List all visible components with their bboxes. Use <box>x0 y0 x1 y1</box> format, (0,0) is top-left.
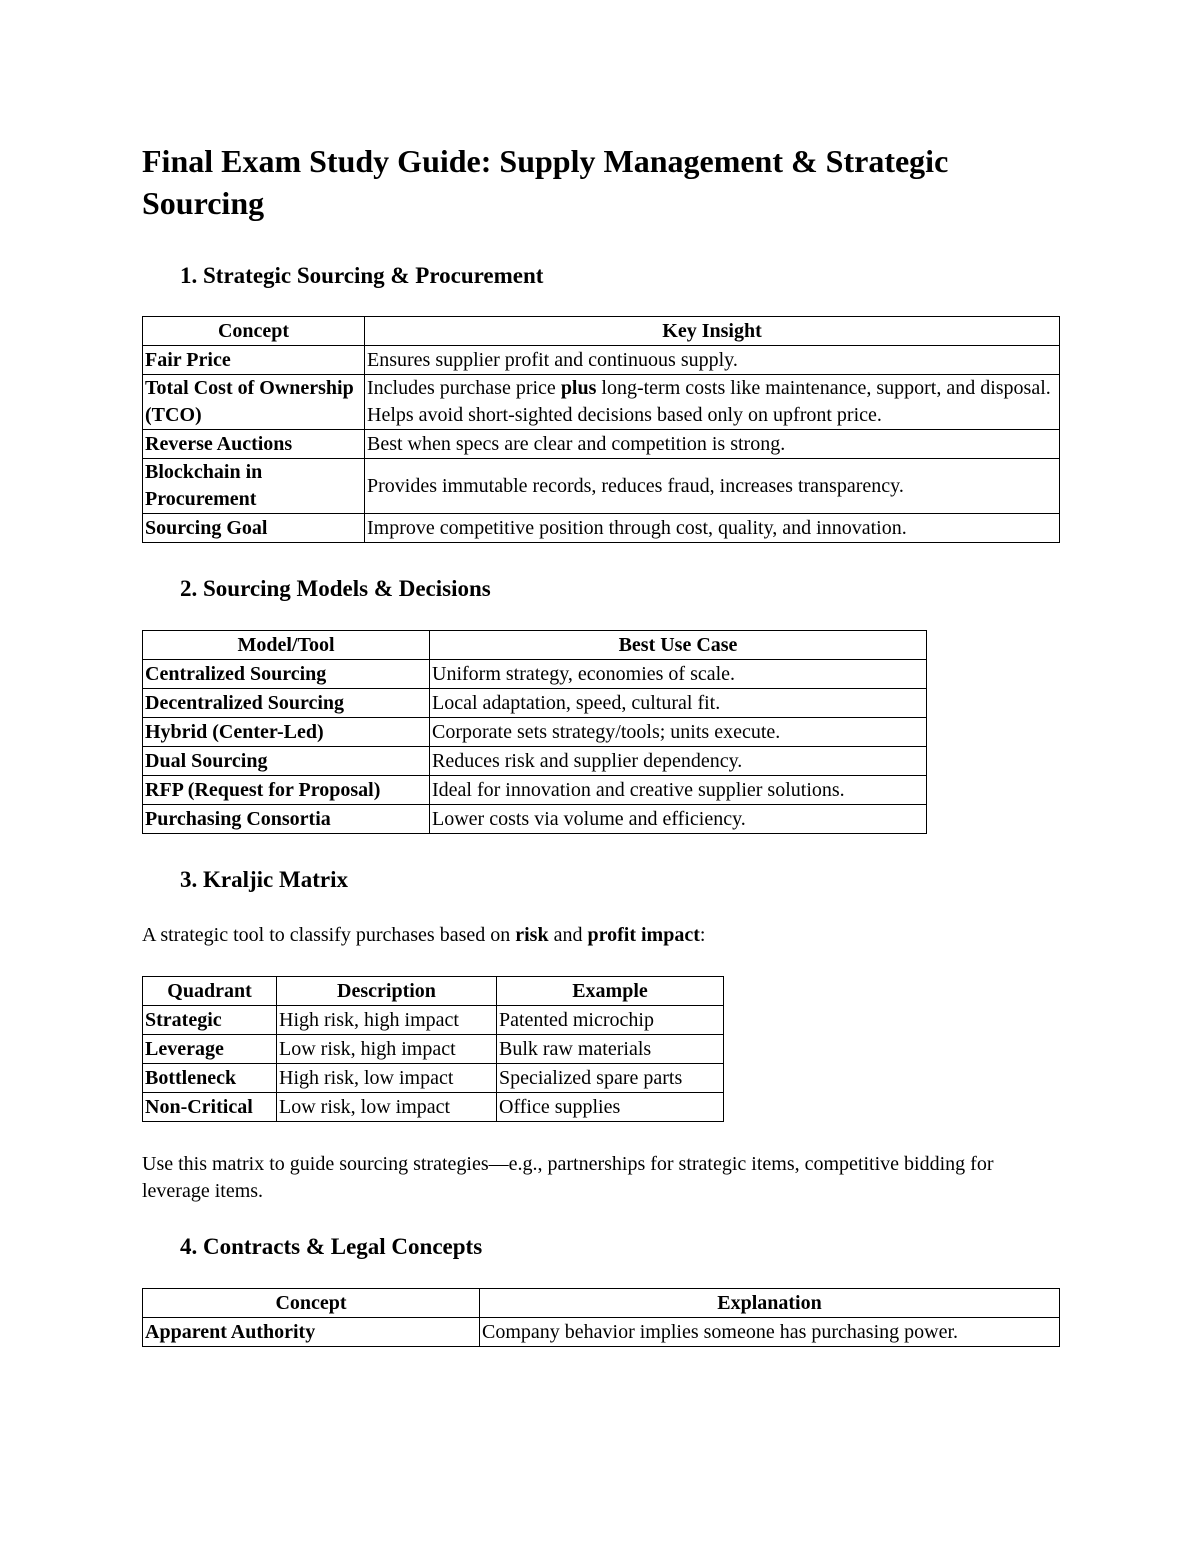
kraljic-intro-paragraph <box>142 922 1060 949</box>
table-header-row <box>143 317 1060 346</box>
quadrant-cell: Strategic <box>143 1006 277 1035</box>
table-row <box>143 1035 724 1064</box>
table-header-row <box>143 1289 1060 1318</box>
use-case-cell: Local adaptation, speed, cultural fit. <box>430 689 927 718</box>
kraljic-outro-paragraph: Use this matrix to guide sourcing strategies—e.g., partnerships for strategic items, competitive bidding for leverage items. <box>142 1153 994 1202</box>
section-heading-sourcing-models: 2. Sourcing Models & Decisions <box>180 576 491 601</box>
use-case-cell: Corporate sets strategy/tools; units execute. <box>430 718 927 747</box>
intro-text: and <box>548 924 588 946</box>
description-cell: High risk, high impact <box>277 1006 497 1035</box>
table-row <box>143 1006 724 1035</box>
model-cell: RFP (Request for Proposal) <box>143 776 430 805</box>
column-header: Concept <box>143 1289 480 1318</box>
table-row <box>143 375 1060 430</box>
column-header: Example <box>497 977 724 1006</box>
table-row <box>143 430 1060 459</box>
column-header: Model/Tool <box>143 631 430 660</box>
concept-cell: Blockchain in Procurement <box>143 459 365 514</box>
intro-emphasis-profit: profit impact <box>587 924 700 946</box>
intro-text: : <box>699 924 706 946</box>
table-row <box>143 514 1060 543</box>
table-row <box>143 718 927 747</box>
insight-cell: Best when specs are clear and competition is strong. <box>365 430 1060 459</box>
table-row <box>143 805 927 834</box>
example-cell: Specialized spare parts <box>497 1064 724 1093</box>
table-header-row <box>143 631 927 660</box>
contracts-table <box>142 1288 1060 1347</box>
document-page <box>142 140 1060 1347</box>
model-cell: Centralized Sourcing <box>143 660 430 689</box>
table-row <box>143 346 1060 375</box>
use-case-cell: Reduces risk and supplier dependency. <box>430 747 927 776</box>
section-heading-contracts: 4. Contracts & Legal Concepts <box>180 1234 483 1259</box>
insight-text: Includes purchase price <box>367 377 561 399</box>
intro-emphasis-risk: risk <box>515 924 549 946</box>
table-row <box>143 689 927 718</box>
use-case-cell: Ideal for innovation and creative supplier solutions. <box>430 776 927 805</box>
concept-cell: Total Cost of Ownership (TCO) <box>143 375 365 430</box>
concept-cell: Apparent Authority <box>143 1318 480 1347</box>
concept-cell: Sourcing Goal <box>143 514 365 543</box>
explanation-cell: Company behavior implies someone has purchasing power. <box>480 1318 1060 1347</box>
model-cell: Hybrid (Center-Led) <box>143 718 430 747</box>
insight-cell: Provides immutable records, reduces fraud, increases transparency. <box>365 459 1060 514</box>
column-header: Explanation <box>480 1289 1060 1318</box>
kraljic-matrix-table <box>142 976 724 1122</box>
use-case-cell: Uniform strategy, economies of scale. <box>430 660 927 689</box>
intro-text: A strategic tool to classify purchases based on <box>142 924 516 946</box>
insight-text: long-term costs like maintenance, support, and disposal. Helps avoid short-sighted decisions based only on upfront price. <box>367 377 1051 426</box>
column-header: Quadrant <box>143 977 277 1006</box>
section-heading-kraljic-matrix: 3. Kraljic Matrix <box>180 867 348 892</box>
example-cell: Patented microchip <box>497 1006 724 1035</box>
example-cell: Bulk raw materials <box>497 1035 724 1064</box>
concept-cell: Reverse Auctions <box>143 430 365 459</box>
table-row <box>143 1093 724 1122</box>
strategic-sourcing-table <box>142 316 1060 543</box>
model-cell: Purchasing Consortia <box>143 805 430 834</box>
concept-cell: Fair Price <box>143 346 365 375</box>
column-header: Description <box>277 977 497 1006</box>
section-heading-strategic-sourcing: 1. Strategic Sourcing & Procurement <box>180 263 544 288</box>
description-cell: Low risk, high impact <box>277 1035 497 1064</box>
column-header: Key Insight <box>365 317 1060 346</box>
table-row <box>143 660 927 689</box>
sourcing-models-table <box>142 630 927 834</box>
insight-emphasis: plus <box>560 377 597 399</box>
column-header: Concept <box>143 317 365 346</box>
insight-cell: Improve competitive position through cost, quality, and innovation. <box>365 514 1060 543</box>
model-cell: Decentralized Sourcing <box>143 689 430 718</box>
insight-cell <box>365 375 1060 430</box>
table-row <box>143 1064 724 1093</box>
table-row <box>143 459 1060 514</box>
column-header: Best Use Case <box>430 631 927 660</box>
quadrant-cell: Non-Critical <box>143 1093 277 1122</box>
quadrant-cell: Leverage <box>143 1035 277 1064</box>
example-cell: Office supplies <box>497 1093 724 1122</box>
table-row <box>143 776 927 805</box>
use-case-cell: Lower costs via volume and efficiency. <box>430 805 927 834</box>
table-header-row <box>143 977 724 1006</box>
table-row <box>143 1318 1060 1347</box>
model-cell: Dual Sourcing <box>143 747 430 776</box>
insight-cell: Ensures supplier profit and continuous supply. <box>365 346 1060 375</box>
document-title: Final Exam Study Guide: Supply Management & Strategic Sourcing <box>142 143 949 221</box>
table-row <box>143 747 927 776</box>
quadrant-cell: Bottleneck <box>143 1064 277 1093</box>
description-cell: Low risk, low impact <box>277 1093 497 1122</box>
description-cell: High risk, low impact <box>277 1064 497 1093</box>
